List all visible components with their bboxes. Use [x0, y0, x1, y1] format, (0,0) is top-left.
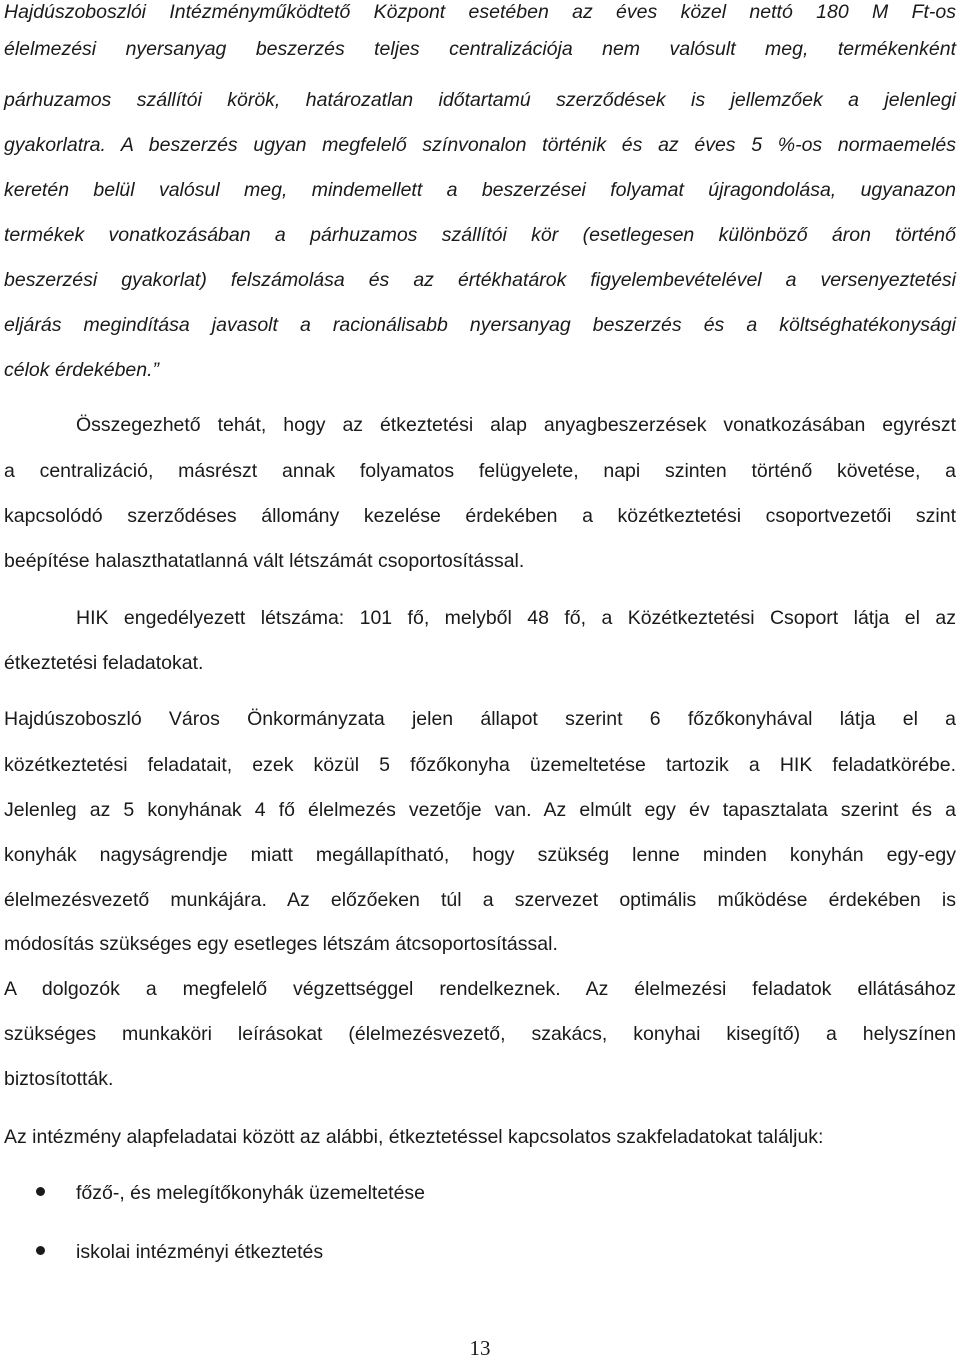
bullet-icon: [36, 1246, 45, 1255]
paragraph5-line: Az intézmény alapfeladatai között az alábbi, étkeztetéssel kapcsolatos szakfeladatokat találjuk:: [4, 1126, 824, 1148]
paragraph1-line: eljárás megindítása javasolt a racionálisabb nyersanyag beszerzés és a költséghatékonysági: [4, 314, 956, 336]
paragraph4-line: közétkeztetési feladatait, ezek közül 5 főzőkonyha üzemeltetése tartozik a HIK feladatkörébe.: [4, 754, 956, 776]
list-item: iskolai intézményi étkeztetés: [76, 1241, 324, 1263]
paragraph2-line: a centralizáció, másrészt annak folyamatos felügyelete, napi szinten történő követése, a: [4, 460, 956, 482]
paragraph1-line: párhuzamos szállítói körök, határozatlan időtartamú szerződések is jellemzőek a jelenlegi: [4, 89, 956, 111]
paragraph1-line: célok érdekében.”: [4, 359, 160, 381]
bullet-icon: [36, 1187, 45, 1196]
paragraph1-line: gyakorlatra. A beszerzés ugyan megfelelő színvonalon történik és az éves 5 %-os normaemelés: [4, 134, 956, 156]
paragraph4-line: A dolgozók a megfelelő végzettséggel rendelkeznek. Az élelmezési feladatok ellátásához: [4, 978, 956, 1000]
paragraph2-line: beépítése halaszthatatlanná vált létszámát csoportosítással.: [4, 550, 525, 572]
paragraph4-line: Jelenleg az 5 konyhának 4 fő élelmezés vezetője van. Az elmúlt egy év tapasztalata szerint és a: [4, 799, 956, 821]
paragraph4-line: biztosították.: [4, 1068, 114, 1090]
paragraph3-line: HIK engedélyezett létszáma: 101 fő, melyből 48 fő, a Közétkeztetési Csoport látja el az: [76, 607, 956, 629]
paragraph2-line: Összegezhető tehát, hogy az étkeztetési alap anyagbeszerzések vonatkozásában egyrészt: [76, 414, 956, 436]
paragraph1-line: beszerzési gyakorlat) felszámolása és az értékhatárok figyelembevételével a versenyeztetési: [4, 269, 956, 291]
paragraph1-line: termékek vonatkozásában a párhuzamos szállítói kör (esetlegesen különböző áron történő: [4, 224, 956, 246]
page-number: 13: [469, 1336, 491, 1360]
paragraph4-line: módosítás szükséges egy esetleges létszám átcsoportosítással.: [4, 933, 558, 955]
paragraph3-line: étkeztetési feladatokat.: [4, 652, 204, 674]
paragraph4-line: Hajdúszoboszló Város Önkormányzata jelen állapot szerint 6 főzőkonyhával látja el a: [4, 708, 956, 730]
paragraph4-line: élelmezésvezető munkájára. Az előzőeken túl a szervezet optimális működése érdekében is: [4, 889, 956, 911]
list-item: főző-, és melegítőkonyhák üzemeltetése: [76, 1182, 426, 1204]
paragraph4-line: szükséges munkaköri leírásokat (élelmezésvezető, szakács, konyhai kisegítő) a helyszínen: [4, 1023, 956, 1045]
paragraph1-line: keretén belül valósul meg, mindemellett a beszerzései folyamat újragondolása, ugyanazon: [4, 179, 956, 201]
paragraph2-line: kapcsolódó szerződéses állomány kezelése érdekében a közétkeztetési csoportvezetői szint: [4, 505, 956, 527]
paragraph1-line: élelmezési nyersanyag beszerzés teljes centralizációja nem valósult meg, termékenként: [4, 38, 956, 60]
paragraph1-line: Hajdúszoboszlói Intézményműködtető Központ esetében az éves közel nettó 180 M Ft-os: [4, 1, 956, 23]
paragraph4-line: konyhák nagyságrendje miatt megállapítható, hogy szükség lenne minden konyhán egy-egy: [4, 844, 956, 866]
